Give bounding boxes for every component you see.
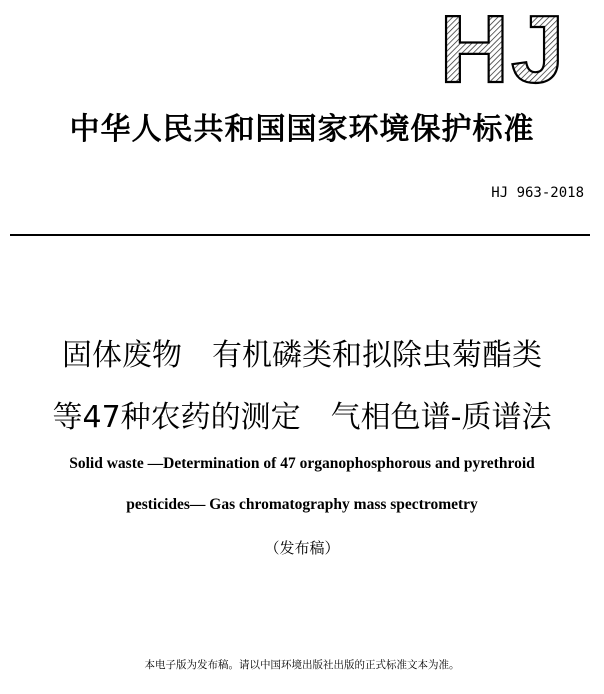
issuing-organization: 中华人民共和国国家环境保护标准 xyxy=(69,112,535,147)
header-divider xyxy=(10,234,590,236)
footer-note: 本电子版为发布稿。请以中国环境出版社出版的正式标准文本为准。 xyxy=(144,659,460,671)
chinese-title-line-1: 固体废物 有机磷类和拟除虫菊酯类 xyxy=(62,338,542,373)
chinese-title-line-2: 等47种农药的测定 气相色谱-质谱法 xyxy=(52,400,552,435)
hj-logo-graphic xyxy=(418,6,588,88)
draft-status-label: （发布稿） xyxy=(264,539,340,557)
hj-logo-text: HJ xyxy=(439,6,567,88)
standard-number: HJ 963-2018 xyxy=(491,185,584,201)
hj-logo xyxy=(418,6,588,88)
english-title-line-1: Solid waste —Determination of 47 organophosphorous and pyrethroid xyxy=(69,455,535,472)
english-title-line-2: pesticides— Gas chromatography mass spectrometry xyxy=(126,496,478,513)
